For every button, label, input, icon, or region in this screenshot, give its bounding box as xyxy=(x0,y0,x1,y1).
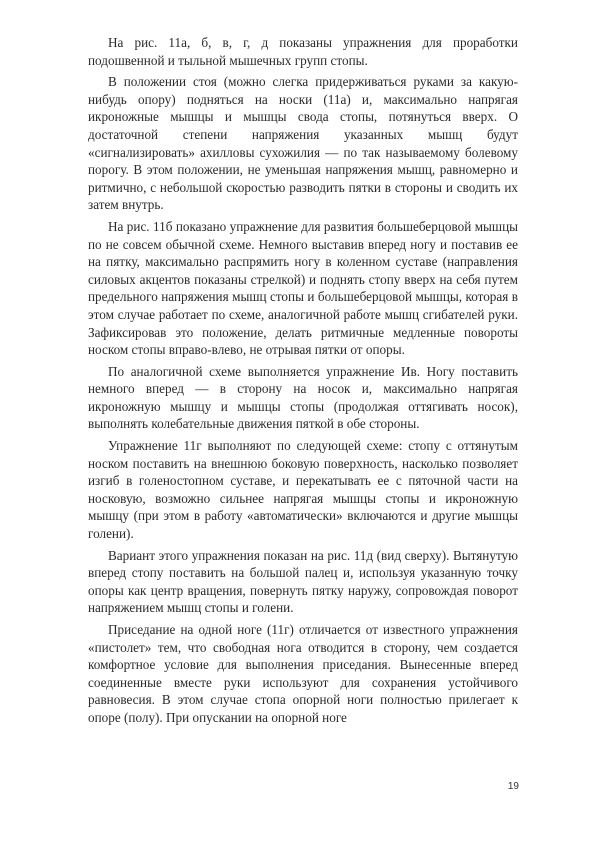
paragraph: В положении стоя (можно слегка придерживаться руками за какую-нибудь опору) подняться на носки (11а) и, максимально напрягая икроножные мышцы и мышцы свода стопы, потянуться вверх. О достаточной степени напряжения указанных мышц будут «сигнализировать» ахилловы сухожилия — по так называемому болевому порогу. В этом положении, не уменьшая напряжения мышц, равномерно и ритмично, с небольшой скоростью разводить пятки в стороны и сводить их затем внутрь. xyxy=(88,74,518,213)
body-text xyxy=(88,34,518,731)
paragraph: Упражнение 11г выполняют по следующей схеме: стопу с оттянутым носком поставить на внешнюю боковую поверхность, насколько позволяет изгиб в голеностопном суставе, и перекатывать ее с пяточной части на носковую, возможно сильнее напрягая мышцы стопы и икроножную мышцу (при этом в работу «автоматически» включаются и другие мышцы голени). xyxy=(88,438,518,542)
paragraph: Вариант этого упражнения показан на рис. 11д (вид сверху). Вытянутую вперед стопу поставить на большой палец и, используя указанную точку опоры как центр вращения, повернуть пятку наружу, сопровождая поворот напряжением мышц стопы и голени. xyxy=(88,547,518,616)
paragraph: Приседание на одной ноге (11г) отличается от известного упражнения «пистолет» тем, что свободная нога отводится в сторону, чем создается комфортное условие для выполнения приседания. Вынесенные вперед соединенные вместе руки используют для сохранения устойчивого равновесия. В этом случае стопа опорной ноги полностью прилегает к опоре (полу). При опускании на опорной ноге xyxy=(88,622,518,725)
page-number: 19 xyxy=(507,781,519,792)
paragraph: По аналогичной схеме выполняется упражнение Ив. Ногу поставить немного вперед — в сторону на носок и, максимально напрягая икроножную мышцу и мышцы стопы (продолжая оттягивать носок), выполнять колебательные движения пяткой в обе стороны. xyxy=(88,363,518,432)
paragraph: На рис. 11а, б, в, г, д показаны упражнения для проработки подошвенной и тыльной мышечных групп стопы. xyxy=(88,35,518,68)
paragraph: На рис. 11б показано упражнение для развития большеберцовой мышцы по не совсем обычной схеме. Немного выставив вперед ногу и поставив ее на пятку, максимально распрямить ногу в коленном суставе (направления силовых акцентов показаны стрелкой) и поднять стопу вверх на себя путем предельного напряжения мышц стопы и большеберцовой мышцы, которая в этом случае работает по схеме, аналогичной работе мышц сгибателей руки. Зафиксировав это положение, делать ритмичные медленные повороты носком стопы вправо-влево, не отрывая пятки от опоры. xyxy=(88,218,518,358)
